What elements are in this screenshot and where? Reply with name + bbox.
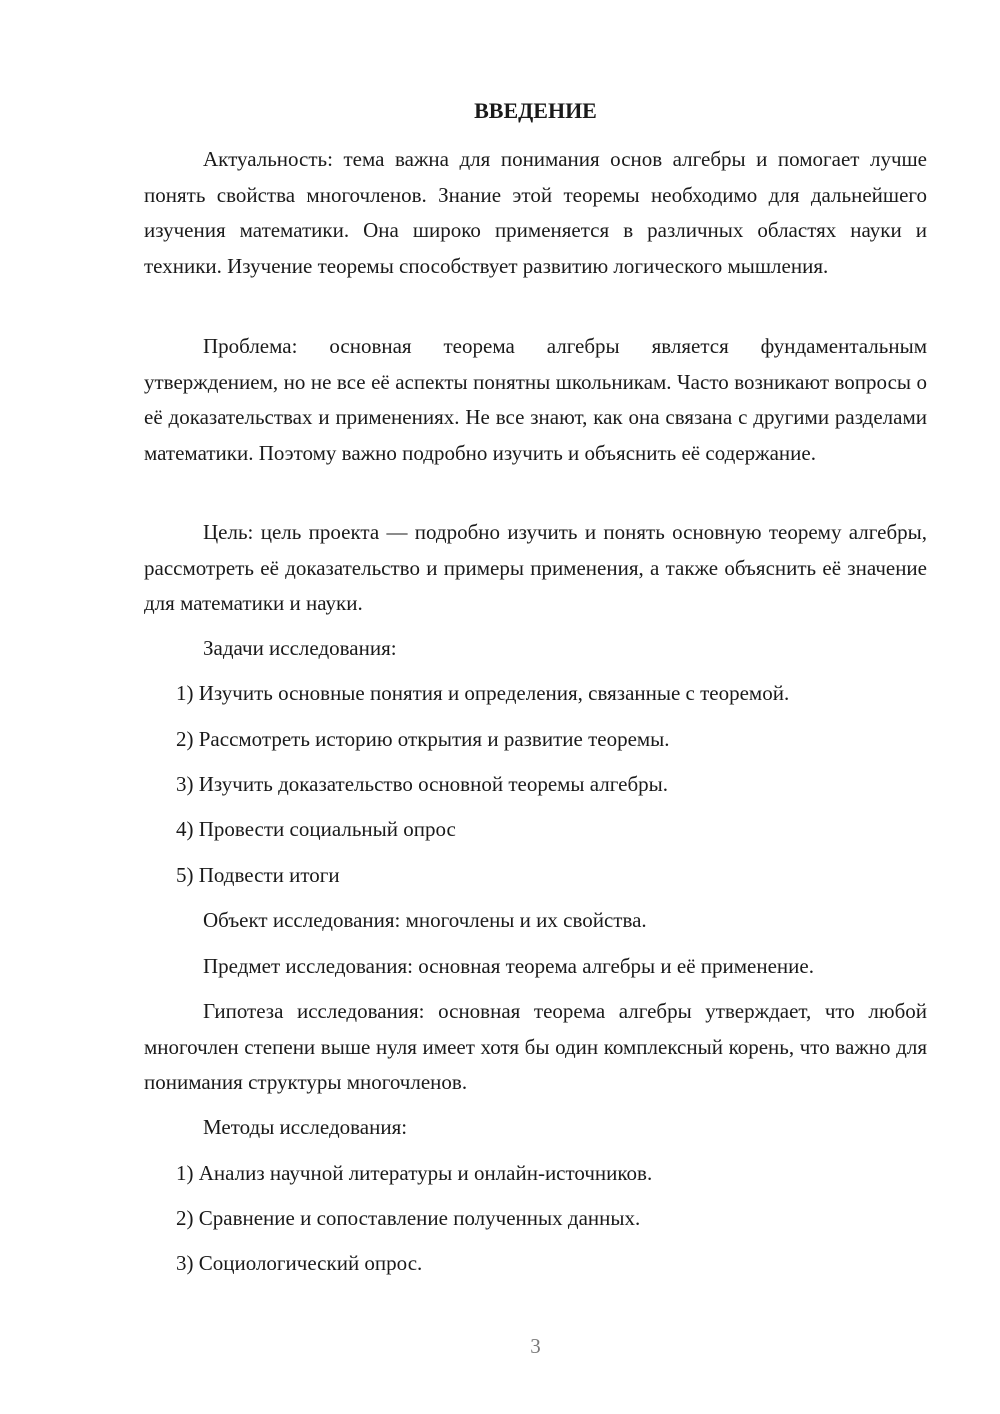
method-item: 3) Социологический опрос. bbox=[176, 1251, 423, 1275]
task-item: 1) Изучить основные понятия и определения, связанные с теоремой. bbox=[176, 681, 790, 705]
task-item: 2) Рассмотреть историю открытия и развитие теоремы. bbox=[176, 727, 670, 751]
hypothesis-paragraph: Гипотеза исследования: основная теорема алгебры утверждает, что любой многочлен степени выше нуля имеет хотя бы один комплексный корень, что важно для понимания структуры многочленов. bbox=[144, 999, 927, 1094]
method-item: 2) Сравнение и сопоставление полученных данных. bbox=[176, 1206, 641, 1230]
task-item: 4) Провести социальный опрос bbox=[176, 817, 456, 841]
task-item: 3) Изучить доказательство основной теоремы алгебры. bbox=[176, 772, 668, 796]
document-page bbox=[144, 0, 927, 1414]
task-item: 5) Подвести итоги bbox=[176, 863, 340, 887]
relevance-paragraph: Актуальность: тема важна для понимания основ алгебры и помогает лучше понять свойства многочленов. Знание этой теоремы необходимо для дальнейшего изучения математики. Она широко применяется в различных областях науки и техники. Изучение теоремы способствует развитию логического мышления. bbox=[144, 147, 927, 278]
page-heading: ВВЕДЕНИЕ bbox=[474, 98, 597, 123]
subject-line: Предмет исследования: основная теорема алгебры и её применение. bbox=[203, 954, 814, 978]
object-line: Объект исследования: многочлены и их свойства. bbox=[203, 908, 647, 932]
problem-paragraph: Проблема: основная теорема алгебры является фундаментальным утверждением, но не все её аспекты понятны школьникам. Часто возникают вопросы о её доказательствах и применениях. Не все знают, как она связана с другими разделами математики. Поэтому важно подробно изучить и объяснить её содержание. bbox=[144, 334, 927, 465]
methods-title: Методы исследования: bbox=[203, 1115, 408, 1139]
page-number: 3 bbox=[530, 1334, 541, 1358]
goal-paragraph: Цель: цель проекта — подробно изучить и понять основную теорему алгебры, рассмотреть её доказательство и примеры применения, а также объяснить её значение для математики и науки. bbox=[144, 520, 927, 615]
method-item: 1) Анализ научной литературы и онлайн-источников. bbox=[176, 1161, 653, 1185]
tasks-title: Задачи исследования: bbox=[203, 636, 397, 660]
